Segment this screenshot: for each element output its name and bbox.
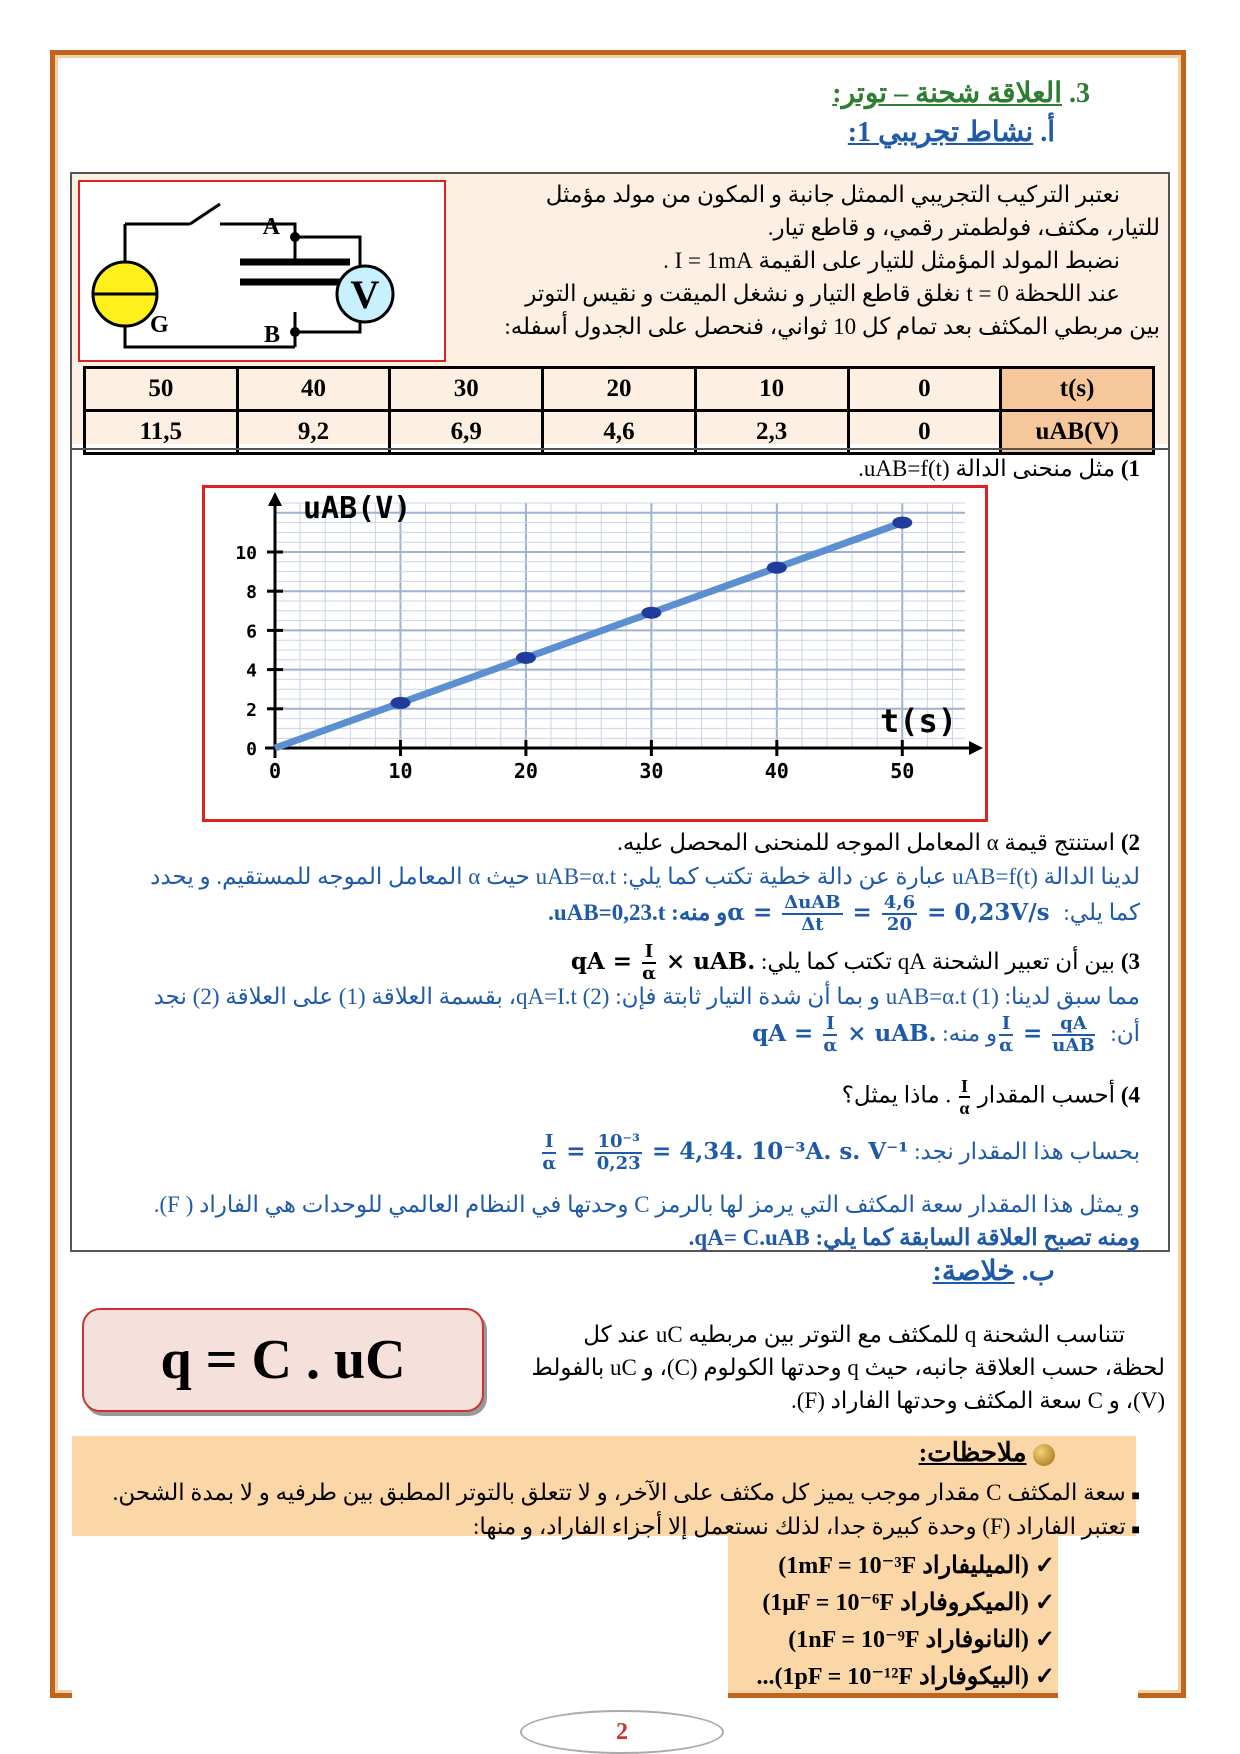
question-1-text: مثل منحنى الدالة uAB=f(t). — [858, 456, 1116, 481]
fraction — [782, 893, 842, 935]
list-item — [725, 1585, 1055, 1622]
y-tick-label: 2 — [246, 699, 257, 721]
alpha-symbol: α = — [727, 899, 773, 926]
data-point — [892, 517, 912, 529]
question-3-answer-1: مما سبق لدينا: uAB=α.t (1) و بما أن شدة التيار ثابتة فإن: qA=I.t (2)، بقسمة العلاقة (1) على العلاقة (2) نجد — [153, 984, 1140, 1009]
frac-num: ΔuAB — [784, 892, 841, 913]
result-right: × uAB. — [847, 1020, 937, 1047]
section-heading — [832, 76, 1090, 110]
intro-line-3: نضبط المولد المؤمثل للتيار على القيمة I = 1mA . — [663, 248, 1120, 273]
intro-text — [480, 178, 1160, 343]
table-cell: 6,9 — [390, 411, 543, 454]
table-cell: 20 — [543, 368, 696, 411]
data-point — [641, 607, 661, 619]
frac-den: α — [542, 1153, 557, 1174]
x-tick-label: 50 — [890, 759, 915, 783]
terminal-b-label: B — [263, 322, 280, 348]
summary-letter: ب. — [1021, 1256, 1055, 1287]
frac-den: 20 — [886, 914, 912, 935]
table-cell: 0 — [848, 368, 1001, 411]
intro-line-2: للتيار، مكثف، فولطمتر رقمي، و قاطع تيار. — [767, 215, 1160, 240]
notes-bullet-2-text: تعتبر الفاراد (F) وحدة كبيرة جدا، لذلك نستعمل إلا أجزاء الفاراد، و منها: — [472, 1514, 1126, 1539]
frac-den: 0,23 — [596, 1153, 641, 1174]
notes-heading — [919, 1438, 1055, 1468]
fraction — [882, 893, 917, 935]
frac-num: 4,6 — [883, 892, 916, 913]
frac-den: α — [823, 1035, 838, 1056]
fraction — [999, 1014, 1013, 1056]
summary-line-1: تتناسب الشحنة q للمكثف مع التوتر بين مربطيه uC عند كل — [583, 1322, 1125, 1347]
table-cell: 11,5 — [85, 411, 238, 454]
list-item — [725, 1622, 1055, 1659]
unit-text: (الميكروفاراد 1μF = 10⁻⁶F) — [762, 1590, 1029, 1616]
frac-den: Δt — [801, 914, 824, 935]
question-4 — [140, 1076, 1140, 1118]
y-tick-label: 4 — [246, 660, 257, 682]
table-cell: 4,6 — [543, 411, 696, 454]
formula-right: × uAB. — [665, 948, 756, 975]
question-2-number: 2) — [1120, 830, 1140, 855]
chart-svg — [205, 488, 985, 819]
x-tick-label: 30 — [639, 759, 664, 783]
table-cell: 0 — [848, 411, 1001, 454]
frac-den: uAB — [1052, 1035, 1095, 1056]
square-bullet-icon: ■ — [1131, 1489, 1140, 1504]
frac-den: α — [642, 963, 656, 984]
question-2-text: استنتج قيمة α المعامل الموجه للمنحنى المحصل عليه. — [617, 830, 1116, 855]
list-item — [725, 1548, 1055, 1585]
frac-num: I — [642, 942, 656, 964]
question-4-number: 4) — [1120, 1082, 1140, 1108]
generator-g — [93, 262, 157, 326]
summary-formula-box — [82, 1308, 484, 1412]
table-header-time: t(s) — [1001, 368, 1154, 411]
question-1-number: 1) — [1120, 456, 1140, 481]
notes-bullet-1-text: سعة المكثف C مقدار موجب يميز كل مكثف على الآخر، و لا تتعلق بالتوتر المطبق بين طرفيه و لا بمدة الشحن. — [112, 1480, 1126, 1505]
answer-prefix: كما يلي: — [1063, 900, 1140, 925]
table-header-voltage: uAB(V) — [1001, 411, 1154, 454]
bullet-coin-icon — [1033, 1444, 1055, 1466]
frac-num: I — [542, 1132, 556, 1154]
activity-title: نشاط تجريبي 1: — [847, 117, 1034, 148]
data-point — [516, 652, 536, 664]
question-2-answer-1: لدينا الدالة uAB=f(t) عبارة عن دالة خطية تكتب كما يلي: uAB=α.t حيث α المعامل الموجه للمستقيم. و يحدد — [150, 864, 1140, 889]
table-cell: 40 — [237, 368, 390, 411]
check-icon: ✓ — [1034, 1553, 1055, 1579]
data-point — [767, 562, 787, 574]
question-3-text: بين أن تعبير الشحنة qA تكتب كما يلي: — [761, 949, 1116, 974]
notes-gap — [72, 1536, 728, 1698]
x-tick-label: 10 — [388, 759, 413, 783]
frac-num: I — [960, 1076, 968, 1096]
uab-graph — [202, 485, 988, 822]
summary-heading — [933, 1254, 1056, 1288]
list-item — [725, 1659, 1055, 1696]
equals: = — [1022, 1020, 1043, 1047]
table-row-time — [85, 368, 1154, 411]
summary-title: خلاصة: — [932, 1256, 1015, 1287]
square-bullet-icon: ■ — [1131, 1523, 1140, 1538]
y-axis-label: uAB(V) — [303, 491, 412, 526]
question-2 — [140, 826, 1140, 859]
fraction — [959, 1076, 970, 1118]
table-cell: 9,2 — [237, 411, 390, 454]
summary-line-3: (V)، و C سعة المكثف وحدتها الفاراد (F). — [790, 1388, 1165, 1413]
y-axis-arrow — [268, 492, 282, 506]
fraction — [1052, 1014, 1094, 1056]
x-axis-label: t(s) — [879, 702, 957, 740]
answer-prefix: بحساب هذا المقدار نجد: — [914, 1139, 1140, 1164]
question-4-answer-3: ومنه تصبح العلاقة السابقة كما يلي: qA= C.uAB. — [688, 1225, 1140, 1250]
alpha-value: = 0,23V/s — [927, 899, 1050, 926]
summary-line-2: لحظة، حسب العلاقة جانبه، حيث q وحدتها الكولوم (C)، و uC بالفولط — [531, 1355, 1165, 1380]
generator-label: G — [150, 312, 169, 338]
x-tick-label: 40 — [764, 759, 789, 783]
unit-text: (النانوفاراد 1nF = 10⁻⁹F) — [788, 1627, 1029, 1653]
table-cell: 30 — [390, 368, 543, 411]
fraction — [595, 1132, 641, 1174]
measurement-table — [83, 366, 1155, 455]
page-number: 2 — [520, 1710, 724, 1754]
summary-formula: q = C . uC — [160, 1329, 406, 1391]
check-icon: ✓ — [1034, 1627, 1055, 1653]
question-3 — [140, 942, 1140, 984]
question-2-answer-2: كما يلي: α = $\frac{\text{ΔuAB}}{\Delta t}$ = $\frac{4,6}{20}$ = 0,23V/s و منه: uAB=0,23.t. — [548, 892, 1140, 935]
section-number: 3. — [1069, 78, 1090, 109]
section-title: العلاقة شحنة – توتر: — [832, 78, 1062, 109]
x-axis-arrow — [969, 741, 983, 755]
formula-left: qA = — [570, 948, 633, 975]
voltmeter-label: V — [350, 272, 380, 317]
summary-text — [485, 1318, 1165, 1417]
notes-bullet-2 — [100, 1510, 1140, 1547]
capacity-value: = 4,34. 10⁻³A. s. V⁻¹ — [651, 1138, 909, 1165]
unit-text: (الميليفاراد 1mF = 10⁻³F) — [778, 1553, 1029, 1579]
frac-den: α — [999, 1035, 1013, 1056]
frac-den: α — [959, 1098, 970, 1118]
fraction — [823, 1014, 837, 1056]
unit-list — [725, 1548, 1055, 1696]
frac-num: I — [823, 1014, 837, 1036]
data-series-line — [275, 523, 902, 748]
circuit-diagram — [78, 180, 446, 362]
activity-letter: أ. — [1040, 117, 1055, 148]
question-3-number: 3) — [1120, 949, 1140, 974]
intro-line-4: عند اللحظة t = 0 نغلق قاطع التيار و نشغل الميقت و نقيس التوتر — [525, 281, 1120, 306]
table-cell: 10 — [695, 368, 848, 411]
check-icon: ✓ — [1034, 1590, 1055, 1616]
x-tick-label: 20 — [513, 759, 538, 783]
notes-title: ملاحظات: — [918, 1438, 1027, 1467]
intro-line-5: بين مربطي المكثف بعد تمام كل 10 ثواني، فنحصل على الجدول أسفله: — [504, 314, 1160, 339]
notes-gap-right — [1058, 1536, 1138, 1698]
notes-bullet-1 — [100, 1476, 1140, 1513]
answer-suffix: و منه: uAB=0,23.t. — [548, 900, 728, 925]
question-3-answer-2 — [100, 1014, 1140, 1060]
terminal-a-label: A — [262, 214, 280, 240]
question-1 — [240, 452, 1140, 485]
unit-text: (البيكوفاراد 1pF = 10⁻¹²F)... — [756, 1664, 1029, 1690]
intro-line-1: نعتبر التركيب التجريبي الممثل جانبة و المكون من مولد مؤمثل — [545, 182, 1120, 207]
y-tick-label: 0 — [246, 739, 257, 760]
frac-num: I — [999, 1014, 1013, 1036]
activity-heading — [848, 115, 1055, 149]
circuit-svg — [80, 182, 444, 360]
question-4-text-b: . ماذا يمثل؟ — [841, 1082, 952, 1108]
question-4-text-a: أحسب المقدار — [977, 1082, 1116, 1108]
x-tick-label: 0 — [268, 759, 282, 783]
answer-prefix: أن: — [1110, 1021, 1140, 1046]
table-cell: 50 — [85, 368, 238, 411]
table-cell: 2,3 — [695, 411, 848, 454]
fraction — [542, 1132, 556, 1174]
fraction — [642, 942, 656, 984]
frac-num: qA — [1052, 1014, 1094, 1036]
y-tick-label: 10 — [235, 543, 257, 564]
result-left: qA = — [752, 1020, 814, 1047]
data-point — [390, 697, 410, 709]
question-4-answer-1: بحساب هذا المقدار نجد: $\frac{I}{\alpha}$ = $\frac{\text{10⁻³}}{0,23}$ = 4,34. 10⁻³A. s. V⁻¹ — [542, 1131, 1140, 1174]
question-4-answer-2: و يمثل هذا المقدار سعة المكثف التي يرمز لها بالرمز C وحدتها في النظام العالمي للوحدات هي الفاراد ( F). — [153, 1192, 1140, 1217]
y-tick-label: 8 — [246, 582, 257, 604]
check-icon: ✓ — [1034, 1664, 1055, 1690]
divider — [70, 448, 1170, 450]
frac-num: 10⁻³ — [597, 1131, 640, 1152]
y-tick-label: 6 — [246, 621, 257, 643]
answer-mid: و منه: — [942, 1021, 998, 1046]
